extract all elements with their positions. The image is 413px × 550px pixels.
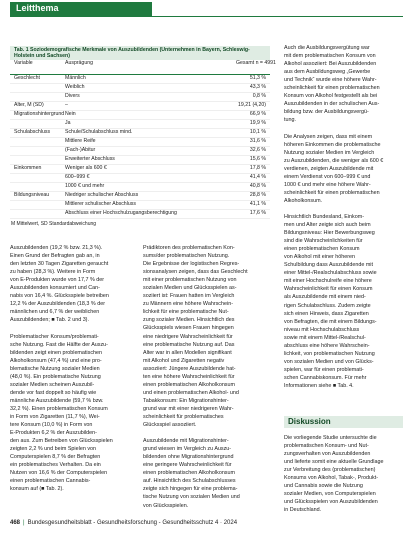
text-line: Informationen siehe ■ Tab. 4. — [284, 382, 354, 389]
text-line: sionsanalysen zeigen, dass das Geschlecht — [143, 269, 248, 276]
table-cell-gesamt: 10,1 % — [249, 129, 266, 136]
text-line: Auszubildenden (19,2 % bzw. 21,3 %). — [10, 245, 103, 251]
text-line: und Glücksspielen von Auszubildenden — [284, 499, 378, 506]
text-column-middle — [143, 244, 269, 510]
table-cell-auspraegung: Abschluss einer Hochschulzugangsberechtigung — [65, 210, 177, 217]
text-line: tische Nutzung von sozialen Medien und — [143, 494, 240, 501]
text-line: zu Männern eine höhere Wahrschein- — [143, 301, 233, 308]
table-cell-gesamt: 66,9 % — [249, 111, 266, 118]
text-line: ein problematisches Verhalten. Da ein — [10, 462, 101, 469]
text-line: 32,2 %). Einen problematischen Konsum — [10, 405, 108, 412]
discussion-text — [284, 434, 403, 514]
text-line: bildenden zeigt einen problematischen — [10, 349, 103, 356]
table-cell-variable: Bildungsniveau — [14, 192, 50, 199]
footer-separator: | — [23, 520, 25, 526]
text-line: Glücksspiels wiesen Frauen hingegen — [143, 325, 234, 332]
text-line: konsum auf (■ Tab. 2). — [10, 486, 64, 493]
text-line: Nutzung sozialer Medien im Vergleich — [284, 149, 375, 156]
text-line: als Auszubildende mit einem nied- — [284, 294, 366, 301]
table-note: M Mittelwert, SD Standardabweichung — [11, 221, 97, 228]
text-line: mit einer problematischen Nutzung von — [143, 277, 237, 284]
table-row — [10, 147, 270, 156]
text-line: abschluss eine höhere Wahrschein- — [284, 342, 370, 349]
text-line: verdienen, zeigten Auszubildende mit — [284, 165, 374, 172]
text-line: Prädiktoren des problematischen Kon- — [143, 245, 235, 251]
text-line: zu haben (28,3 %). Weitere in Form — [10, 269, 96, 276]
table-cell-auspraegung: Erweiterter Abschluss — [65, 156, 115, 163]
table-row — [10, 120, 270, 129]
text-line: blematische Nutzung sozialer Medien — [10, 365, 100, 372]
table-row — [10, 93, 270, 102]
text-line: assoziiert: Jüngere Auszubildende hat- — [143, 365, 236, 372]
table-row — [10, 183, 270, 192]
text-line: einer Mittel-/Realschulabschluss sowie — [284, 270, 377, 277]
table-row — [10, 129, 270, 138]
text-line: sums/der problematischen Nutzung. — [143, 253, 230, 260]
text-line: mit dem problematischen Konsum von — [284, 53, 376, 60]
table-cell-variable: Migrationshintergrund — [14, 111, 65, 118]
table-row — [10, 138, 270, 147]
text-line: bildenden ohne Migrationshintergrund — [143, 454, 234, 461]
table-body — [10, 75, 270, 219]
text-line: ten eine höhere Wahrscheinlichkeit für — [143, 373, 235, 380]
section-tag-label: Leitthema — [16, 3, 59, 13]
text-line: Nutzen von 16,6 % der Computerspielen — [10, 470, 108, 477]
text-line — [284, 124, 403, 132]
header-rule — [10, 16, 403, 17]
text-line: Alkoholkonsum. — [284, 197, 323, 204]
text-line: sich einen Hinweis, dass Zigaretten — [284, 310, 369, 317]
text-line: aus dem Ausbildungsweg „Gewerbe — [284, 69, 371, 76]
table-row — [10, 102, 270, 111]
table-cell-auspraegung: Weiblich — [65, 84, 85, 91]
text-line: Tabakkonsum: Ein Migrationshinter- — [143, 397, 229, 404]
text-column-right — [284, 44, 403, 390]
text-line: von E-Produkten wurde von 17,7 % der — [10, 277, 105, 284]
text-line: Die Analysen zeigen, dass mit einem — [284, 133, 373, 140]
text-line: rigen Schulabschluss. Zudem zeigte — [284, 302, 371, 309]
text-line: men und Alter zeigte sich auch beim — [284, 222, 371, 229]
table-cell-gesamt: 17,8 % — [249, 165, 266, 172]
text-line: Einen Grund der Befragten gab an, in — [10, 253, 100, 260]
table-row — [10, 75, 270, 84]
table-cell-auspraegung: Divers — [65, 93, 80, 100]
section-heading-label: Diskussion — [288, 417, 331, 426]
table-cell-auspraegung: 1000 € und mehr — [65, 183, 105, 190]
table-cell-gesamt: 41,4 % — [249, 174, 266, 181]
text-line: auf. Hinsichtlich des Schulabschlusses — [143, 478, 236, 485]
journal-name: Bundesgesundheitsblatt - Gesundheitsforschung - Gesundheitsschutz 4 · 2024 — [27, 520, 238, 526]
table-row — [10, 174, 270, 183]
text-line: dende vor fast doppelt so häufig wie — [10, 389, 97, 396]
text-line: nabis von 16,4 %. Glücksspiele betreiben — [10, 293, 109, 300]
table-cell-variable: Einkommen — [14, 165, 42, 172]
text-line: Alter war in allen Modellen signifikant — [143, 349, 232, 356]
text-line: in Deutschland. — [284, 507, 322, 514]
text-line: lichkeit für eine problematische Nut- — [143, 309, 229, 316]
text-line: zungsverhalten von Auszubildenden — [284, 451, 371, 458]
table-cell-gesamt: 19,21 (4,20) — [238, 102, 266, 109]
table-cell-auspraegung: 600–999 € — [65, 174, 90, 181]
table-cell-gesamt: 43,3 % — [249, 84, 266, 91]
text-line: tere Konsum (10,0 %) in Form von — [10, 422, 93, 429]
page-footer — [10, 520, 237, 526]
text-line: scheinlichkeit für einen problematischen — [284, 85, 380, 92]
text-line: lichkeit, von problematischen Nutzung — [284, 350, 375, 357]
text-line: sind die Wahrscheinlichkeiten für — [284, 238, 363, 245]
table-cell-auspraegung: Weniger als 600 € — [65, 165, 107, 172]
table-header-row — [10, 60, 276, 75]
table-header-variable: Variable — [14, 60, 33, 67]
text-line: grund wiesen im Vergleich zu Auszu- — [143, 446, 232, 453]
text-line: Hinsichtlich Bundesland, Einkom- — [284, 213, 364, 220]
page-number: 468 — [10, 520, 21, 526]
text-line: männlichen und 6,7 % der weiblichen — [10, 309, 100, 316]
text-line: zung sozialer Medien. Hinsichtlich des — [143, 317, 235, 324]
table-cell-gesamt: 0,8 % — [252, 93, 266, 100]
text-line — [143, 429, 269, 437]
table-cell-variable: Alter, M (SD) — [14, 102, 44, 109]
text-line: eine geringere Wahrscheinlichkeit für — [143, 462, 232, 469]
text-line: sozialer Medien, von Computerspielen — [284, 491, 376, 498]
table-row — [10, 84, 270, 93]
text-line: zur Verbreitung des (problematischen) — [284, 467, 376, 474]
text-line: Auch die Ausbildungsvergütung war — [284, 45, 370, 51]
text-line: einen problematischen Alkoholkonsum — [143, 381, 235, 388]
text-line: und Cannabis sowie die Nutzung — [284, 483, 363, 490]
table-row — [10, 192, 270, 201]
text-line: Auszubildenden in der schulischen Aus- — [284, 101, 380, 108]
text-line: eine niedrigere Wahrscheinlichkeit für — [143, 333, 233, 340]
text-line: Die Ergebnisse der logistischen Regres- — [143, 261, 240, 268]
text-line: Konsum von Alkohol festgestellt als bei — [284, 93, 378, 100]
table-cell-variable: Geschlecht — [14, 75, 40, 82]
text-line: E-Produkten 6,2 % der Auszubilden- — [10, 430, 97, 437]
text-line: von Glücksspielen. — [143, 502, 189, 509]
text-line: soziiert ist: Frauen hatten im Vergleich — [143, 293, 235, 300]
text-line: eine problematische Nutzung auf. Das — [143, 341, 235, 348]
text-column-left — [10, 244, 130, 493]
text-line: problematischen Konsum- und Nut- — [284, 443, 369, 450]
text-line: den letzten 30 Tagen Zigaretten geraucht — [10, 261, 109, 268]
table-row — [10, 165, 270, 174]
table-cell-gesamt: 51,3 % — [249, 75, 266, 82]
text-line: und einen problematischen Alkohol- und — [143, 389, 239, 396]
text-line: niveau mit Hochschulabschluss — [284, 326, 360, 333]
text-line: spielen, war für einen problemati- — [284, 366, 364, 373]
table-row — [10, 210, 270, 219]
text-line: mit einer Hochschulreife eine höhere — [284, 278, 372, 285]
text-line: Schulbildung dass Auszubildende mit — [284, 262, 374, 269]
text-line: männliche Auszubildende (59,7 % bzw. — [10, 397, 104, 404]
table-cell-auspraegung: Männlich — [65, 75, 86, 82]
table-row — [10, 111, 270, 120]
text-line: 1000 € und mehr eine höhere Wahr- — [284, 181, 371, 188]
text-line: Problematischer Konsum/problemati- — [10, 333, 99, 340]
table-cell-gesamt: 31,6 % — [249, 138, 266, 145]
text-line: einen problematischen Konsum — [284, 246, 360, 253]
text-line: zeigte sich hingegen für eine problema- — [143, 486, 238, 493]
table-cell-auspraegung: Niedriger schulischer Abschluss — [65, 192, 139, 199]
text-line: tung. — [284, 117, 296, 124]
text-line: Computerspielen 8,7 % der Befragten — [10, 454, 101, 461]
text-line: sozialen Medien und Glücksspielen as- — [143, 285, 237, 292]
text-line: grund war mit einer niedrigeren Wahr- — [143, 405, 234, 412]
table-cell-gesamt: 17,6 % — [249, 210, 266, 217]
table-header-auspraegung: Ausprägung — [65, 60, 93, 67]
text-line: scheinlichkeit für einen problematischen — [284, 189, 380, 196]
text-line: Auszubildenden; ■ Tab. 2 und 3). — [10, 317, 89, 324]
table-cell-auspraegung: Nein — [65, 111, 76, 118]
table-row — [10, 201, 270, 210]
text-line: 12,2 % der Auszubildenden (18,3 % der — [10, 301, 105, 308]
text-line: scheinlichkeit für problematisches — [143, 413, 224, 420]
text-line: Auszubildende mit Migrationshinter- — [143, 438, 229, 445]
text-line: und lieferte somit eine aktuelle Grundlage — [284, 459, 384, 466]
text-line: höheren Einkommen die problematische — [284, 141, 381, 148]
text-line: den aus. Zum Betreiben von Glücksspielen — [10, 438, 113, 445]
table-cell-gesamt: 15,6 % — [249, 156, 266, 163]
text-line: einen problematischen Cannabis- — [10, 478, 91, 485]
text-line: von Befragten, die mit einem Bildungs- — [284, 318, 377, 325]
text-line: schen Cannabiskonsum. Für mehr — [284, 374, 367, 381]
text-line: mit Alkohol und Zigaretten negativ — [143, 357, 225, 364]
text-line: Alkohol assoziiert: Bei Auszubildenden — [284, 61, 377, 68]
table-cell-gesamt: 40,8 % — [249, 183, 266, 190]
text-line: einem Verdienst von 600–999 € und — [284, 173, 371, 180]
table-cell-auspraegung: Mittlerer schulischer Abschluss — [65, 201, 136, 208]
text-line: von sozialen Medien und von Glücks- — [284, 358, 374, 365]
text-line: Glücksspiel assoziiert. — [143, 422, 197, 429]
text-line: Auszubildenden konsumiert und Can- — [10, 285, 100, 292]
text-line: sche Nutzung. Fast die Hälfte der Auszu- — [10, 341, 108, 348]
text-line — [284, 205, 403, 213]
text-line: Konsums von Alkohol, Tabak-, Produkt- — [284, 475, 378, 482]
table-cell-auspraegung: Ja — [65, 120, 71, 127]
table-header-gesamt: Gesamt n = 4991 — [236, 60, 276, 67]
table-cell-auspraegung: – — [65, 102, 68, 109]
table-cell-variable: Schulabschluss — [14, 129, 51, 136]
section-heading — [284, 416, 403, 428]
text-line: zeigten 2,2 % und beim Spielen von — [10, 446, 97, 453]
text-line: sozialer Medien scheinen Auszubil- — [10, 381, 95, 388]
text-line: sowie mit einem Mittel-/Realschul- — [284, 334, 366, 341]
text-line: Wahrscheinlichkeit für einen Konsum — [284, 286, 373, 293]
table-cell-gesamt: 19,9 % — [249, 120, 266, 127]
table-cell-gesamt: 41,1 % — [249, 201, 266, 208]
text-line: und Technik“ wurde eine höhere Wahr- — [284, 77, 377, 84]
text-line: einen problematischen Alkoholkonsum — [143, 470, 235, 477]
table-cell-gesamt: 32,6 % — [249, 147, 266, 154]
table-cell-gesamt: 28,8 % — [249, 192, 266, 199]
text-line — [10, 324, 130, 332]
data-table — [10, 46, 276, 229]
text-line: von Alkohol mit einer höheren — [284, 254, 356, 261]
text-line: Alkoholkonsum (47,4 %) und eine pro- — [10, 357, 102, 364]
table-cell-auspraegung: Schule/Schulabschluss mind. — [65, 129, 133, 136]
text-line: bildung bzw. der Ausbildungsvergü- — [284, 109, 369, 116]
table-cell-auspraegung: Mittlere Reife — [65, 138, 96, 145]
text-line: in Form von Zigaretten (11,7 %), Wei- — [10, 413, 100, 420]
table-caption: Tab. 1 Soziodemografische Merkmale von Auszubildenden (Unternehmen in Bayern, Schleswig-Holstein und Sachsen) — [10, 46, 270, 60]
section-tag — [10, 2, 152, 16]
text-line: (48,0 %). Ein problematische Nutzung — [10, 373, 101, 380]
text-line: zu Auszubildenden, die weniger als 600 € — [284, 157, 384, 164]
text-line: Die vorliegende Studie untersuchte die — [284, 435, 377, 441]
table-cell-auspraegung: (Fach-)Abitur — [65, 147, 96, 154]
table-row — [10, 156, 270, 165]
text-line: Bildungsniveau: Hier Bewerbungsweg — [284, 230, 375, 237]
